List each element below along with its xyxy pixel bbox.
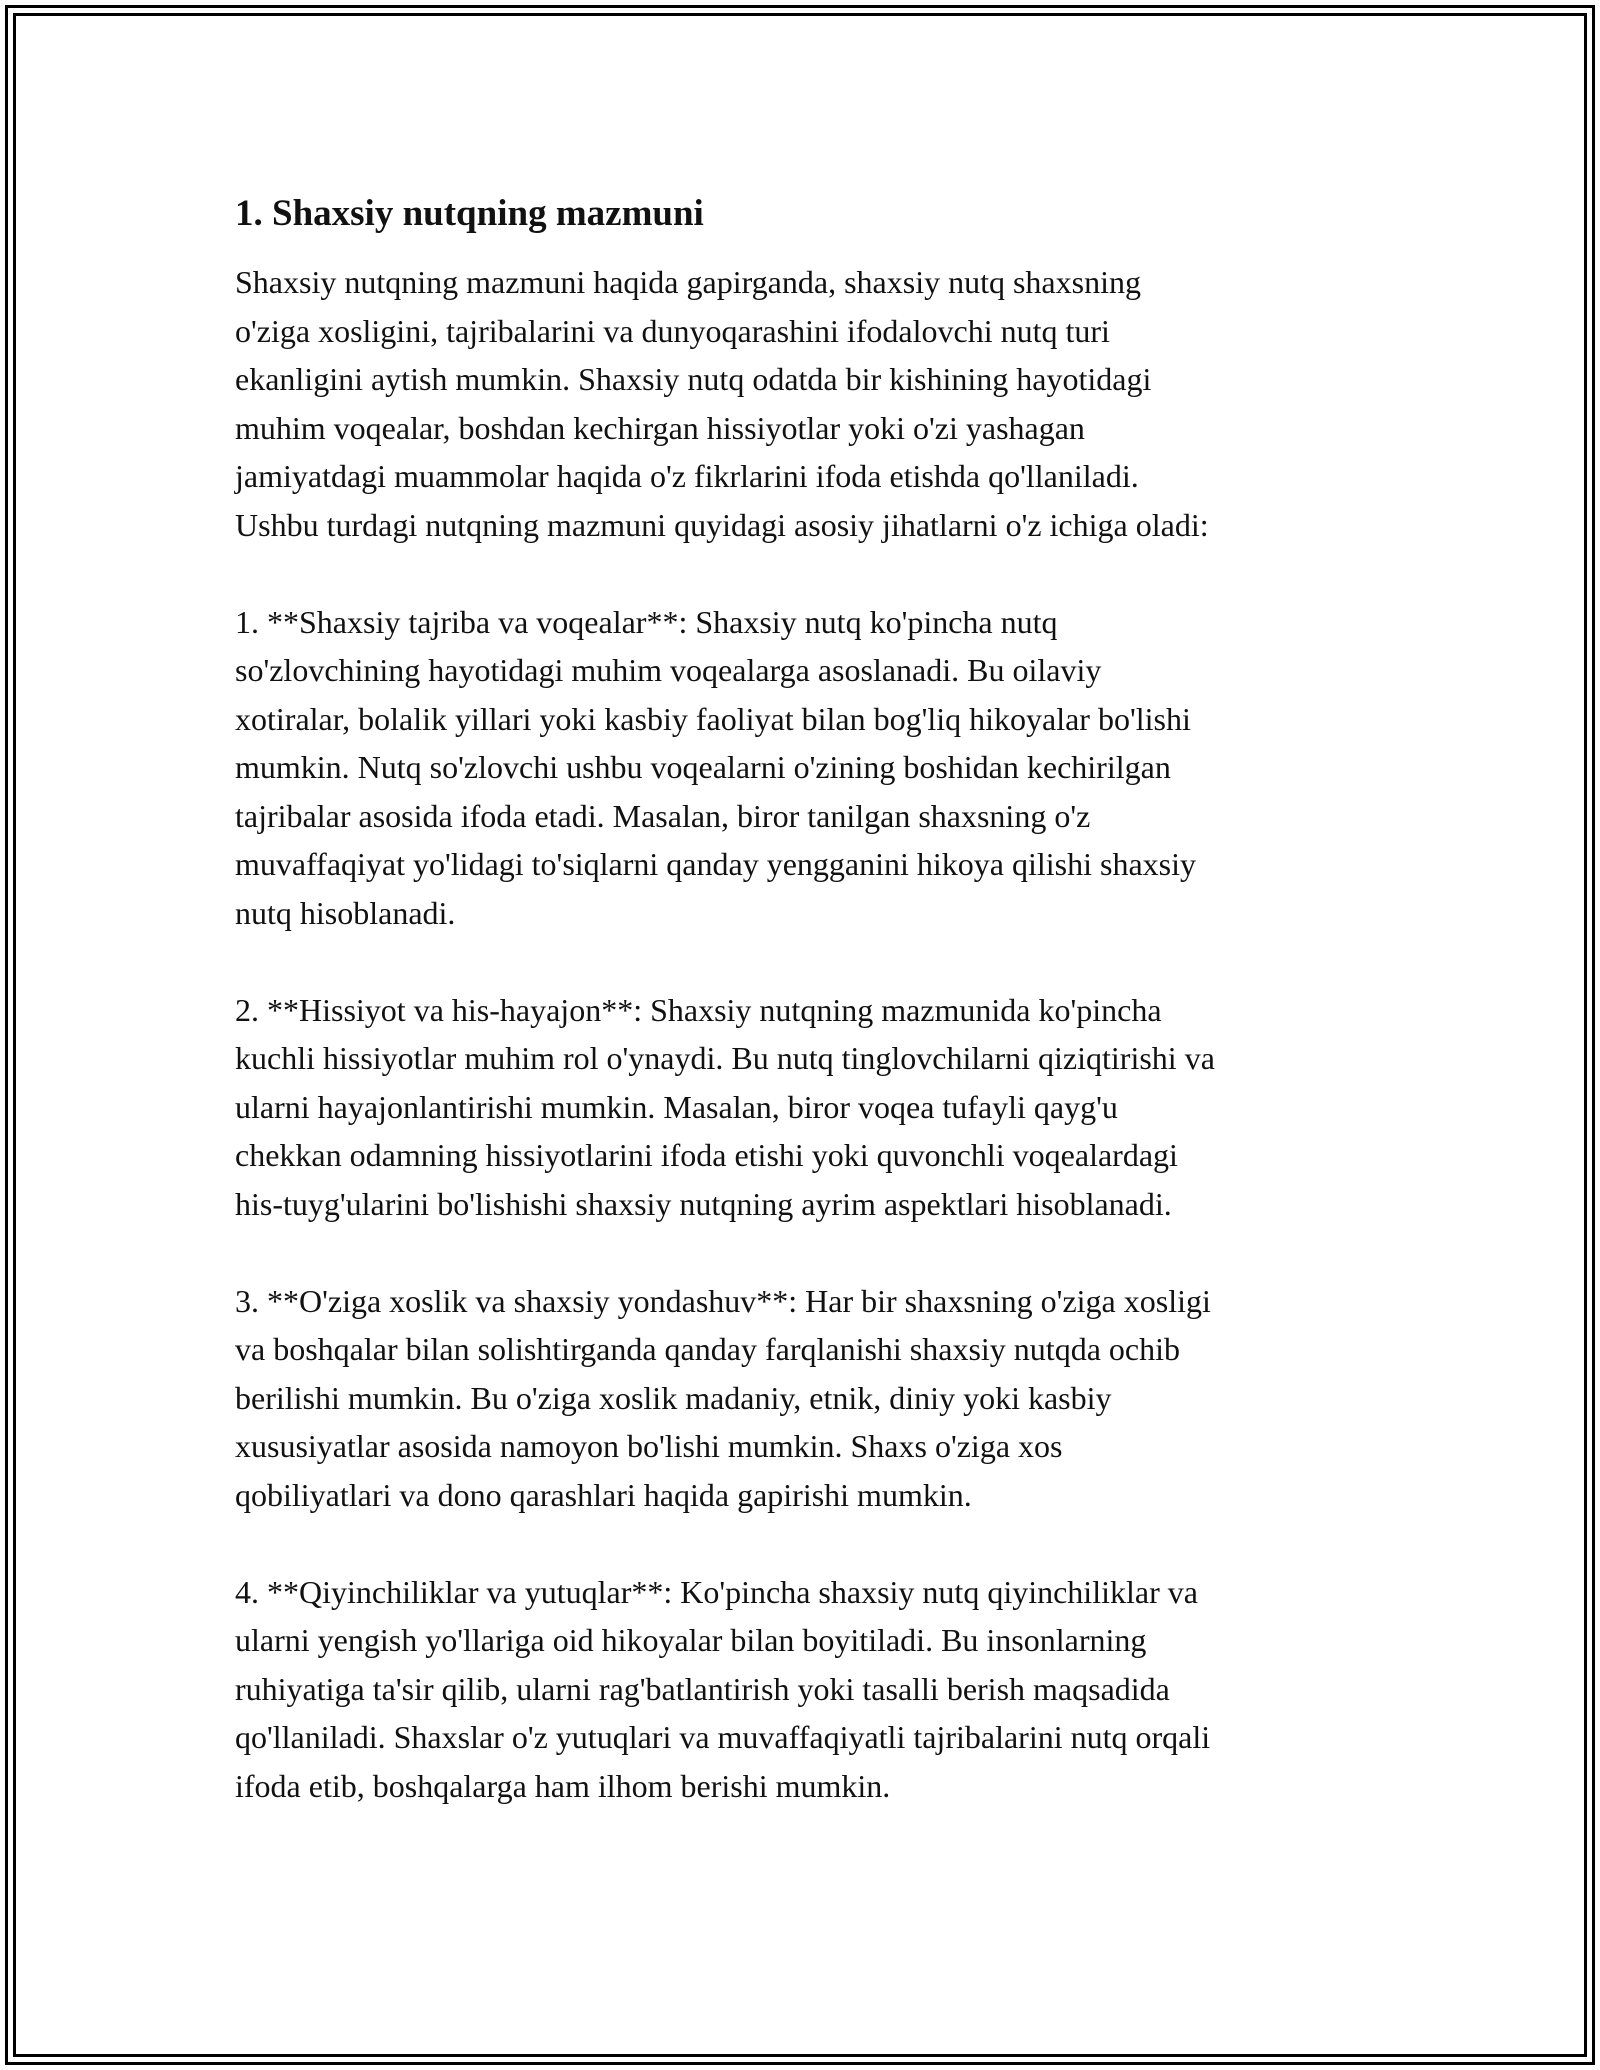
paragraph-line: ifoda etib, boshqalarga ham ilhom berishi mumkin.: [235, 1767, 891, 1804]
paragraph-line: qo'llaniladi. Shaxslar o'z yutuqlari va muvaffaqiyatli tajribalarini nutq orqali: [235, 1719, 1211, 1755]
point-4-paragraph: [235, 1568, 1370, 1811]
point-3-paragraph: [235, 1277, 1370, 1520]
intro-paragraph: [235, 258, 1370, 549]
paragraph-line: berilishi mumkin. Bu o'ziga xoslik madaniy, etnik, diniy yoki kasbiy: [235, 1379, 1112, 1416]
section-heading: 1. Shaxsiy nutqning mazmuni: [235, 193, 704, 234]
paragraph-line: ularni hayajonlantirishi mumkin. Masalan, biror voqea tufayli qayg'u: [235, 1088, 1118, 1125]
paragraph-line: tajribalar asosida ifoda etadi. Masalan, biror tanilgan shaxsning o'z: [235, 797, 1091, 834]
paragraph-line: Ushbu turdagi nutqning mazmuni quyidagi asosiy jihatlarni o'z ichiga oladi:: [235, 506, 1209, 543]
paragraph-line: ruhiyatiga ta'sir qilib, ularni rag'batlantirish yoki tasalli berish maqsadida: [235, 1670, 1170, 1707]
paragraph-line: kuchli hissiyotlar muhim rol o'ynaydi. Bu nutq tinglovchilarni qiziqtirishi va: [235, 1040, 1215, 1076]
paragraph-line: mumkin. Nutq so'zlovchi ushbu voqealarni o'zining boshidan kechirilgan: [235, 749, 1171, 785]
paragraph-line: 1. **Shaxsiy tajriba va voqealar**: Shaxsiy nutq ko'pincha nutq: [235, 603, 1058, 640]
paragraph-line: 4. **Qiyinchiliklar va yutuqlar**: Ko'pincha shaxsiy nutq qiyinchiliklar va: [235, 1573, 1198, 1610]
document-body: [235, 186, 1370, 1859]
paragraph-line: Shaxsiy nutqning mazmuni haqida gapirganda, shaxsiy nutq shaxsning: [235, 264, 1141, 300]
paragraph-line: muhim voqealar, boshdan kechirgan hissiyotlar yoki o'zi yashagan: [235, 409, 1085, 446]
paragraph-line: so'zlovchining hayotidagi muhim voqealarga asoslanadi. Bu oilaviy: [235, 652, 1102, 688]
paragraph-line: 2. **Hissiyot va his-hayajon**: Shaxsiy nutqning mazmunida ko'pincha: [235, 991, 1162, 1028]
paragraph-line: va boshqalar bilan solishtirganda qanday farqlanishi shaxsiy nutqda ochib: [235, 1331, 1180, 1367]
paragraph-line: chekkan odamning hissiyotlarini ifoda etishi yoki quvonchli voqealardagi: [235, 1137, 1178, 1173]
paragraph-line: qobiliyatlari va dono qarashlari haqida gapirishi mumkin.: [235, 1476, 972, 1513]
paragraph-line: ularni yengish yo'llariga oid hikoyalar bilan boyitiladi. Bu insonlarning: [235, 1622, 1147, 1658]
paragraph-line: muvaffaqiyat yo'lidagi to'siqlarni qanday yengganini hikoya qilishi shaxsiy: [235, 846, 1196, 882]
paragraph-line: o'ziga xosligini, tajribalarini va dunyoqarashini ifodalovchi nutq turi: [235, 312, 1110, 349]
paragraph-line: jamiyatdagi muammolar haqida o'z fikrlarini ifoda etishda qo'llaniladi.: [235, 458, 1139, 494]
paragraph-line: xususiyatlar asosida namoyon bo'lishi mumkin. Shaxs o'ziga xos: [235, 1428, 1063, 1464]
point-2-paragraph: [235, 986, 1370, 1229]
paragraph-line: his-tuyg'ularini bo'lishishi shaxsiy nutqning ayrim aspektlari hisoblanadi.: [235, 1185, 1172, 1222]
paragraph-line: ekanligini aytish mumkin. Shaxsiy nutq odatda bir kishining hayotidagi: [235, 361, 1152, 397]
paragraph-line: 3. **O'ziga xoslik va shaxsiy yondashuv**: Har bir shaxsning o'ziga xosligi: [235, 1282, 1211, 1319]
point-1-paragraph: [235, 598, 1370, 938]
paragraph-line: nutq hisoblanadi.: [235, 894, 456, 931]
paragraph-line: xotiralar, bolalik yillari yoki kasbiy faoliyat bilan bog'liq hikoyalar bo'lishi: [235, 700, 1191, 737]
